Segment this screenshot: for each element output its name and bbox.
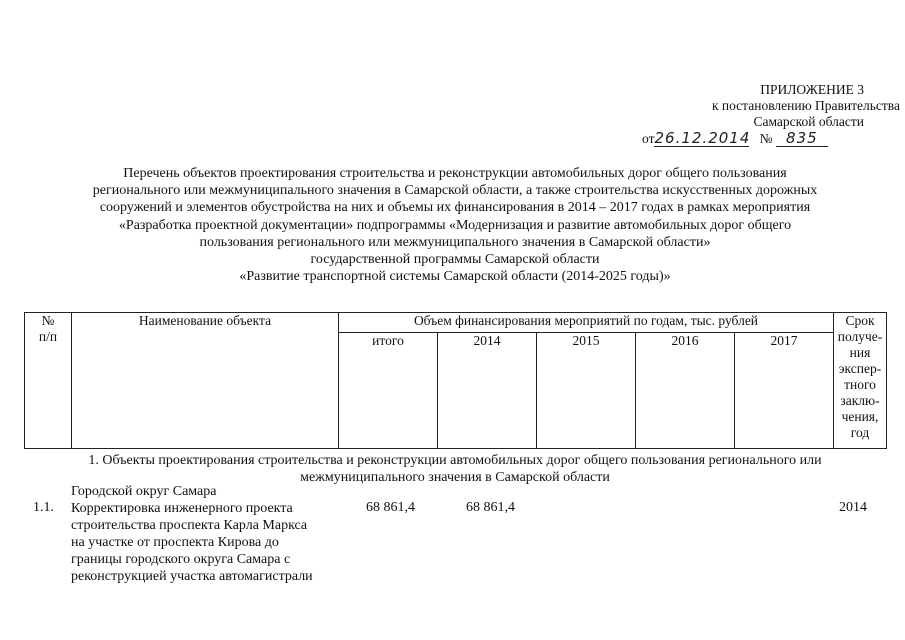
row-term: 2014 bbox=[839, 500, 867, 515]
header-term: Срок получе- ния экспер- тного заклю- чения, год bbox=[834, 313, 887, 449]
header-number: № п/п bbox=[25, 313, 72, 449]
title-line: «Разработка проектной документации» подпрограммы «Модернизация и развитие автомобильных дорог общего bbox=[118, 217, 792, 233]
date-number-line bbox=[600, 130, 900, 147]
date-prefix: от bbox=[642, 131, 655, 146]
funding-table-header bbox=[24, 312, 887, 449]
header-year-2015: 2015 bbox=[537, 333, 636, 449]
title-line: регионального или межмуниципального значения в Самарской области, а также строительства искусственных дорожных bbox=[92, 183, 818, 199]
appendix-label: ПРИЛОЖЕНИЕ 3 bbox=[760, 82, 864, 97]
header-year-2014: 2014 bbox=[438, 333, 537, 449]
row-2014: 68 861,4 bbox=[466, 500, 515, 515]
title-line: сооружений и элементов обустройства на них и объемы их финансирования в 2014 – 2017 годах в рамках мероприятия bbox=[99, 200, 811, 216]
row-object-name: Городской округ Самара Корректировка инженерного проекта строительства проспекта Карла Маркса на участке от проспекта Кирова до границы городского округа Самара с реконструкцией участка автомагистрали bbox=[71, 484, 313, 584]
row-total: 68 861,4 bbox=[366, 500, 415, 515]
title-line: государственной программы Самарской области bbox=[310, 252, 600, 268]
row-number: 1.1. bbox=[33, 500, 54, 515]
title-line: «Развитие транспортной системы Самарской области (2014-2025 годы)» bbox=[239, 269, 671, 285]
approval-block bbox=[600, 82, 900, 147]
number-prefix: № bbox=[759, 131, 773, 146]
header-funding: Объем финансирования мероприятий по годам, тыс. рублей bbox=[339, 313, 834, 333]
header-year-2016: 2016 bbox=[636, 333, 735, 449]
title-line: Перечень объектов проектирования строительства и реконструкции автомобильных дорог общего пользования bbox=[123, 166, 787, 181]
header-total: итого bbox=[339, 333, 438, 449]
document-title bbox=[40, 165, 870, 285]
header-object-name: Наименование объекта bbox=[72, 313, 339, 449]
section-line: 1. Объекты проектирования строительства и реконструкции автомобильных дорог общего пользования регионального или bbox=[88, 453, 822, 468]
title-line: пользования регионального или межмуниципального значения в Самарской области» bbox=[199, 234, 711, 250]
header-year-2017: 2017 bbox=[735, 333, 834, 449]
date-value: 26.12.2014 bbox=[654, 129, 751, 147]
section-line: межмуниципального значения в Самарской области bbox=[300, 470, 610, 485]
section-heading bbox=[40, 452, 870, 486]
resolution-ref: к постановлению Правительства bbox=[711, 98, 900, 113]
region-ref: Самарской области bbox=[753, 114, 864, 129]
number-value: 835 bbox=[776, 130, 828, 147]
